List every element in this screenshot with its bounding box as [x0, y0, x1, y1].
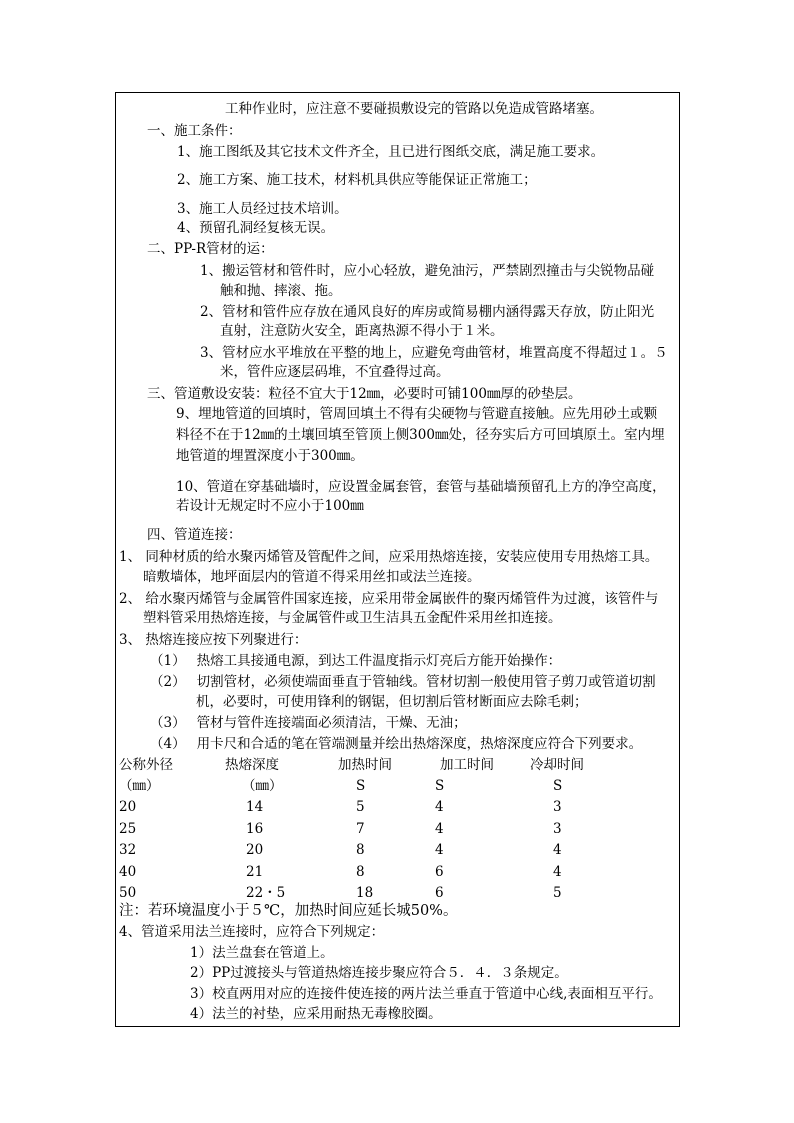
table-cell: 18	[356, 885, 374, 901]
text-line: 4、预留孔洞经复核无误。	[177, 220, 335, 236]
table-cell: 4	[553, 863, 562, 880]
table-unit-cell: （㎜）	[242, 778, 283, 794]
text-line: 4、管道采用法兰连接时，应符合下列规定：	[119, 924, 385, 940]
text-line: 二、PP-R管材的运：	[147, 241, 274, 257]
table-cell: 5	[553, 885, 562, 901]
text-line: 一、施工条件：	[147, 123, 242, 139]
table-unit-cell: S	[356, 778, 366, 794]
table-cell: 6	[435, 885, 444, 901]
text-line: 米，管件应逐层码堆，不宜叠得过高。	[220, 364, 450, 380]
text-line: 4）法兰的衬垫，应采用耐热无毒橡胶圈。	[190, 1006, 442, 1022]
table-cell: 8	[356, 842, 365, 858]
table-cell: 6	[435, 863, 444, 880]
table-header-cell: 公称外径	[119, 757, 173, 773]
table-cell: 14	[246, 799, 264, 815]
text-line: 料径不在于12㎜的土壤回填至管顶上侧300㎜处，径夯实后方可回填原土。室内埋	[176, 427, 665, 443]
table-cell: 16	[246, 820, 264, 837]
text-line: （3） 管材与管件连接端面必须清洁，干燥、无油；	[150, 715, 467, 731]
table-cell: 22・5	[246, 885, 286, 901]
text-line: 10、管道在穿基础墙时，应设置金属套管，套管与基础墙预留孔上方的净空高度，	[176, 479, 666, 495]
table-cell: 21	[246, 863, 264, 880]
text-line: 1）法兰盘套在管道上。	[190, 945, 334, 961]
text-line: 直射，注意防火安全，距离热源不得小于１米。	[220, 323, 504, 339]
text-line: 1、搬运管材和管件时，应小心轻放，避免油污，严禁剧烈撞击与尖锐物品碰	[200, 263, 655, 279]
text-line: （1） 热熔工具接通电源，到达工件温度指示灯亮后方能开始操作：	[150, 653, 562, 669]
text-line: 暗敷墙体，地坪面层内的管道不得采用丝扣或法兰连接。	[143, 569, 481, 585]
text-line: 2、施工方案、施工技术，材料机具供应等能保证正常施工；	[177, 172, 537, 188]
table-cell: 50	[119, 885, 137, 901]
table-cell: 40	[119, 863, 137, 880]
text-line: 3、管材应水平堆放在平整的地上，应避免弯曲管材，堆置高度不得超过１。５	[200, 345, 668, 361]
text-line: 塑料管采用热熔连接，与金属管件或卫生洁具五金配件采用丝扣连接。	[143, 610, 562, 626]
table-cell: 8	[356, 863, 365, 880]
text-line: 工种作业时，应注意不要碰损敷设完的管路以免造成管路堵塞。	[225, 101, 603, 117]
table-cell: 20	[246, 842, 264, 858]
table-cell: 3	[553, 820, 562, 837]
table-unit-cell: S	[435, 778, 445, 794]
table-header-cell: 冷却时间	[530, 757, 584, 773]
table-header-cell: 加工时间	[440, 757, 494, 773]
text-line: 2、 给水聚丙烯管与金属管件国家连接，应采用带金属嵌件的聚丙烯管件为过渡，该管件与	[119, 591, 659, 607]
table-header-cell: 热熔深度	[225, 757, 279, 773]
text-line: （4） 用卡尺和合适的笔在管端测量并绘出热熔深度，热熔深度应符合下列要求。	[150, 736, 643, 752]
text-line: 3、施工人员经过技术培训。	[177, 201, 348, 217]
table-cell: 25	[119, 820, 137, 837]
text-line: 3）校直两用对应的连接件使连接的两片法兰垂直于管道中心线,表面相互平行。	[190, 986, 662, 1002]
text-line: 机，必要时，可使用锋利的钢锯，但切割后管材断面应去除毛刺；	[196, 694, 588, 710]
table-cell: 3	[553, 799, 562, 815]
table-cell: 4	[435, 799, 444, 815]
table-header-cell: 加热时间	[338, 757, 392, 773]
table-unit-cell: S	[553, 778, 563, 794]
table-cell: 5	[356, 799, 365, 815]
text-line: 9、埋地管道的回填时，管周回填土不得有尖硬物与管避直接触。应先用砂土或颗	[176, 406, 658, 422]
text-line: 3、 热熔连接应按下列聚进行：	[119, 632, 308, 648]
text-line: 2）PP过渡接头与管道热熔连接步聚应符合５．４．３条规定。	[190, 965, 568, 981]
table-cell: 32	[119, 842, 137, 858]
text-line: 地管道的埋置深度小于300㎜。	[176, 448, 364, 464]
table-unit-cell: （㎜）	[119, 778, 160, 794]
text-line: 注：若环境温度小于５℃，加热时间应延长城50%。	[119, 903, 458, 919]
table-cell: 4	[435, 842, 444, 858]
text-line: 2、管材和管件应存放在通风良好的库房或简易棚内涵得露天存放，防止阳光	[200, 304, 655, 320]
text-line: 三、管道敷设安装：粒径不宜大于12㎜，必要时可铺100㎜厚的砂垫层。	[147, 386, 582, 402]
table-cell: 7	[356, 820, 365, 837]
text-line: 触和抛、摔滚、拖。	[220, 283, 342, 299]
table-cell: 4	[553, 842, 562, 858]
text-line: 1、 同种材质的给水聚丙烯管及管配件之间，应采用热熔连接，安装应使用专用热熔工具。	[119, 549, 659, 565]
text-line: 1、施工图纸及其它技术文件齐全，且已进行图纸交底，满足施工要求。	[177, 144, 605, 160]
text-line: 四、管道连接：	[147, 527, 242, 543]
text-line: （2） 切割管材，必须使端面垂直于管轴线。管材切割一般使用管子剪刀或管道切割	[150, 674, 656, 690]
text-line: 若设计无规定时不应小于100㎜	[176, 498, 364, 514]
table-cell: 4	[435, 820, 444, 837]
table-cell: 20	[119, 799, 137, 815]
